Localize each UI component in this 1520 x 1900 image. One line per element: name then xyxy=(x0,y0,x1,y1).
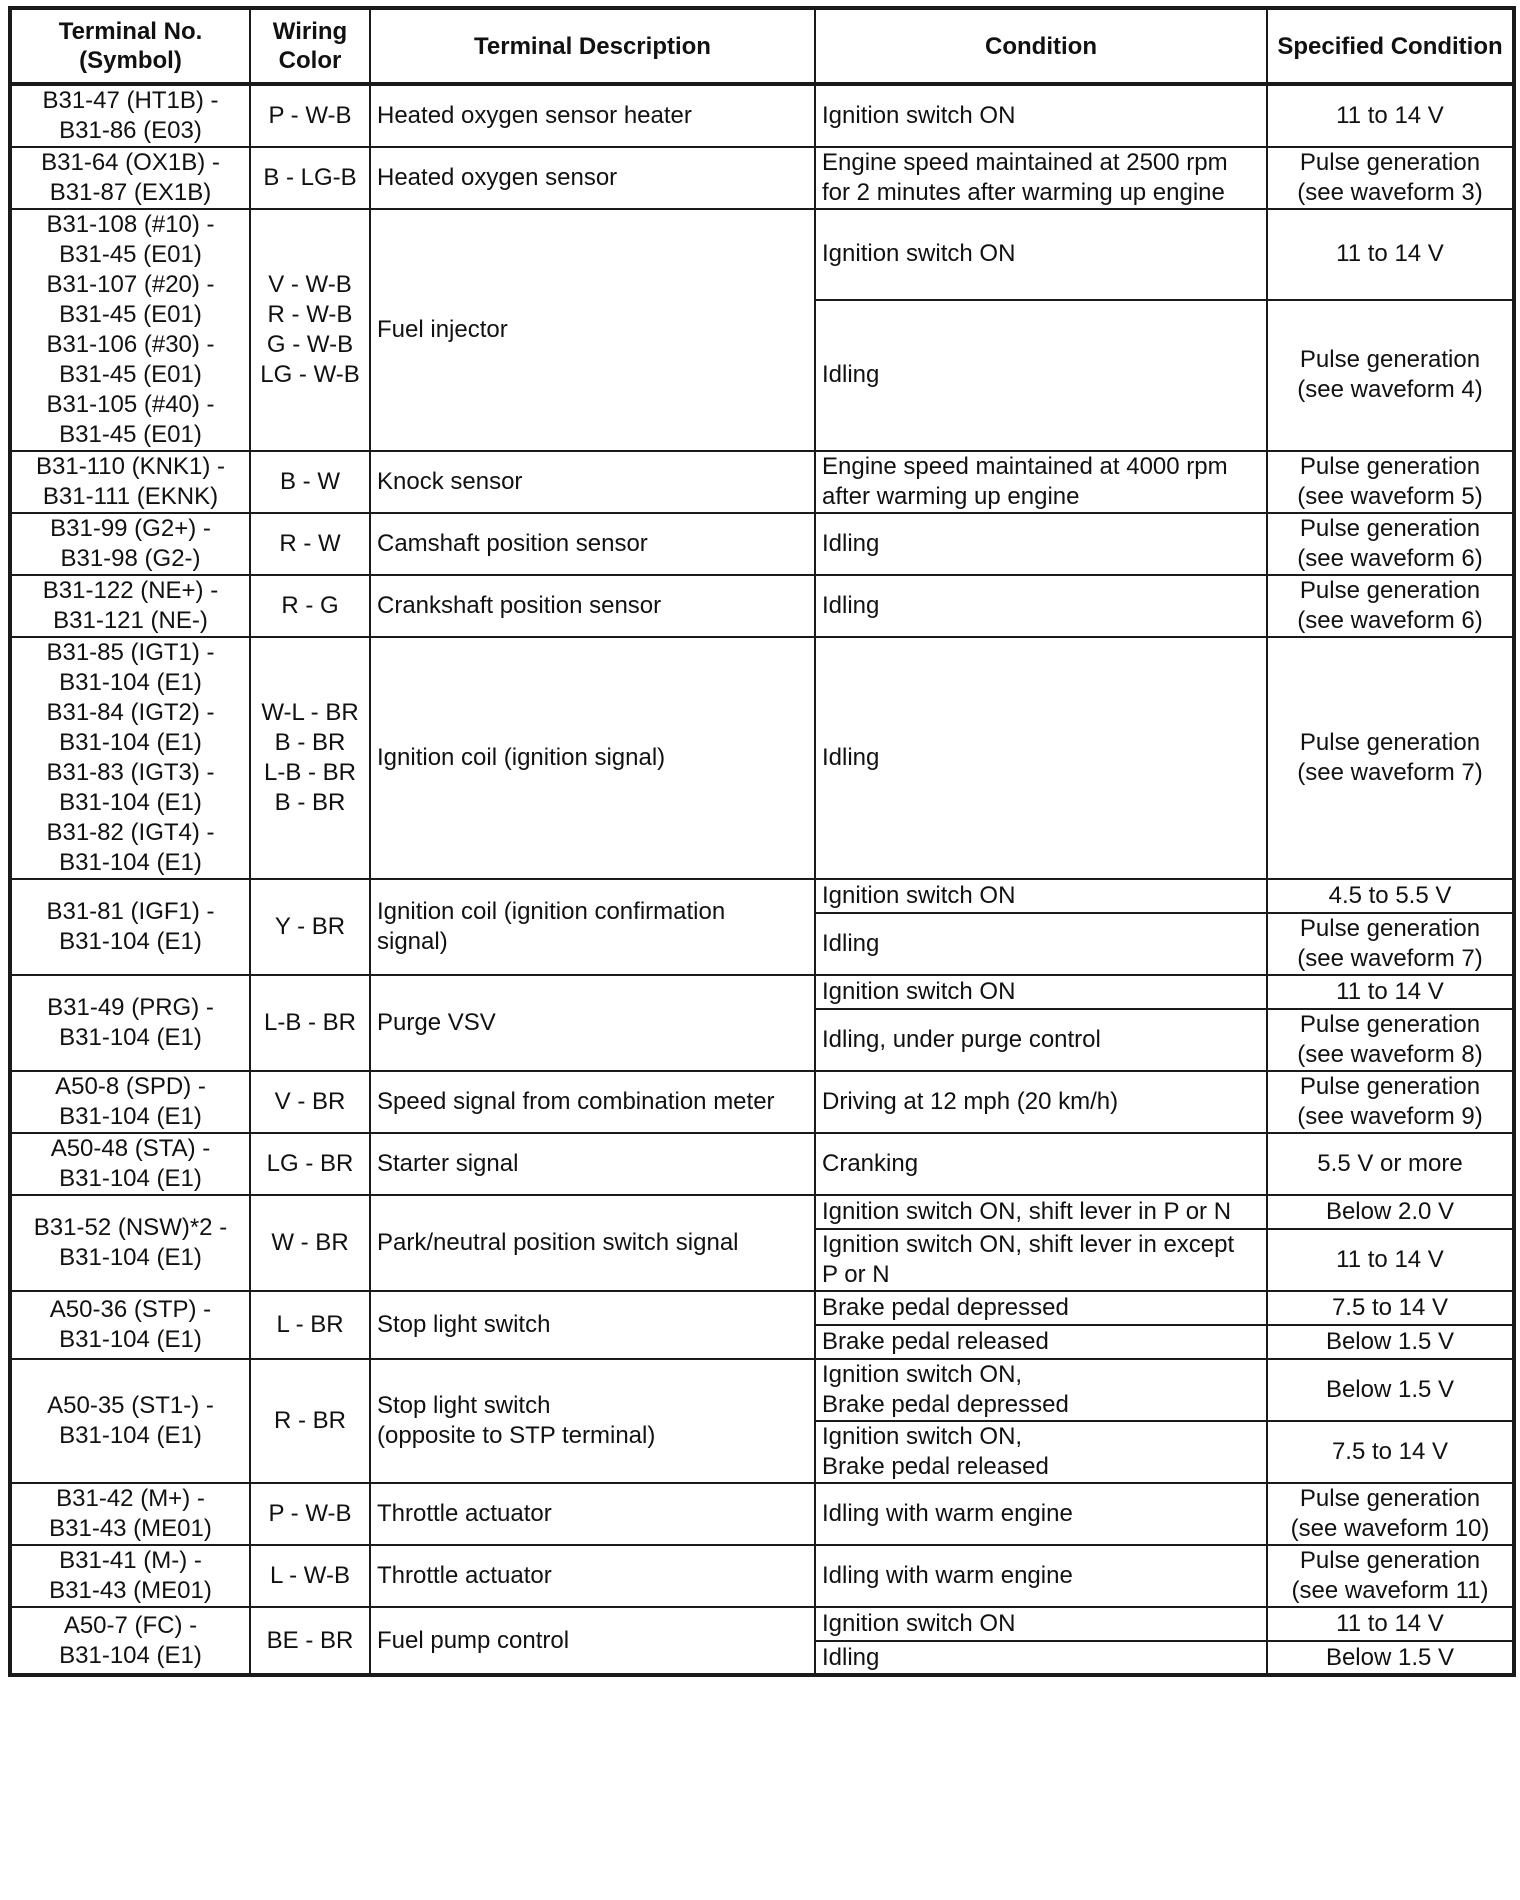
cell-line: B31-104 (E1) xyxy=(59,789,202,816)
cell-line: A50-7 (FC) - xyxy=(63,1611,198,1639)
cell-line: B31-98 (G2-) xyxy=(60,545,201,572)
cell-line: B31-110 (KNK1) - xyxy=(36,453,225,480)
cell-line: (see waveform 8) xyxy=(1297,1041,1483,1068)
table-header-row xyxy=(10,8,1514,84)
description-cell xyxy=(370,1291,815,1359)
cell-line: B31-104 (E1) xyxy=(59,1103,202,1130)
wiring-color-cell xyxy=(250,147,370,209)
cell-line: B31-104 (E1) xyxy=(59,849,202,876)
cell-line: Ignition switch ON xyxy=(822,102,1016,129)
table-row xyxy=(10,1291,1514,1325)
condition-cell xyxy=(815,84,1267,147)
cell-line: (see waveform 7) xyxy=(1297,759,1483,786)
header-wiring-color: Wiring Color xyxy=(250,8,370,84)
description-cell xyxy=(370,1195,815,1291)
cell-line: (see waveform 5) xyxy=(1297,483,1483,510)
description-cell xyxy=(370,209,815,451)
table-row xyxy=(10,637,1514,879)
condition-cell xyxy=(815,1229,1267,1291)
cell-line: A50-35 (ST1-) - xyxy=(47,1392,214,1419)
cell-line: B31-104 (E1) xyxy=(59,928,202,955)
cell-line: B31-43 (ME01) xyxy=(49,1515,212,1542)
table-row xyxy=(10,1133,1514,1195)
cell-line: B31-49 (PRG) - xyxy=(47,994,214,1021)
header-condition: Condition xyxy=(815,8,1267,84)
specified-condition-cell xyxy=(1267,1009,1514,1071)
table-row xyxy=(10,147,1514,209)
cell-line: (see waveform 4) xyxy=(1297,376,1483,404)
specified-condition-cell xyxy=(1267,513,1514,575)
wiring-color-cell xyxy=(250,1291,370,1359)
specified-condition-cell xyxy=(1267,1359,1514,1421)
table-row xyxy=(10,84,1514,147)
cell-line: B31-82 (IGT4) - xyxy=(46,819,215,846)
cell-line: Pulse generation xyxy=(1299,1485,1481,1512)
wiring-color-cell xyxy=(250,1133,370,1195)
cell-line: Knock sensor xyxy=(377,468,523,495)
cell-line: 11 to 14 V xyxy=(1336,240,1444,268)
cell-line: 5.5 V or more xyxy=(1317,1150,1463,1177)
cell-line: Heated oxygen sensor xyxy=(377,164,618,191)
terminal-cell xyxy=(10,1133,250,1195)
cell-line: 4.5 to 5.5 V xyxy=(1328,882,1452,909)
cell-line: R - BR xyxy=(274,1407,346,1434)
cell-line: B31-42 (M+) - xyxy=(56,1485,205,1512)
cell-line: (see waveform 6) xyxy=(1297,607,1483,634)
cell-line: signal) xyxy=(377,928,448,955)
cell-line: Speed signal from combination meter xyxy=(377,1088,775,1115)
terminal-cell xyxy=(10,879,250,975)
table-row xyxy=(10,1359,1514,1421)
cell-line: Y - BR xyxy=(274,913,346,940)
cell-line: Throttle actuator xyxy=(377,1500,552,1527)
terminal-cell xyxy=(10,975,250,1071)
condition-cell xyxy=(815,451,1267,513)
cell-line: Pulse generation xyxy=(1299,1011,1481,1038)
cell-line: B31-45 (E01) xyxy=(59,361,202,388)
cell-line: Below 1.5 V xyxy=(1325,1643,1455,1671)
condition-cell xyxy=(815,209,1267,300)
condition-cell xyxy=(815,975,1267,1009)
condition-cell xyxy=(815,1195,1267,1229)
cell-line: B31-104 (E1) xyxy=(59,1024,202,1051)
specified-condition-cell xyxy=(1267,1421,1514,1483)
cell-line: B31-83 (IGT3) - xyxy=(46,759,215,786)
description-cell xyxy=(370,451,815,513)
table-row xyxy=(10,1545,1514,1607)
condition-cell xyxy=(815,637,1267,879)
cell-line: W - BR xyxy=(271,1229,349,1256)
cell-line: (see waveform 11) xyxy=(1291,1577,1489,1604)
specified-condition-cell xyxy=(1267,300,1514,451)
cell-line: Engine speed maintained at 4000 rpm xyxy=(822,453,1228,480)
terminal-cell xyxy=(10,1545,250,1607)
specified-condition-cell xyxy=(1267,1641,1514,1675)
cell-line: Brake pedal depressed xyxy=(822,1391,1069,1418)
terminal-cell xyxy=(10,147,250,209)
condition-cell xyxy=(815,1483,1267,1545)
cell-line: V - BR xyxy=(274,1088,346,1115)
cell-line: Pulse generation xyxy=(1299,453,1481,480)
cell-line: B31-104 (E1) xyxy=(59,729,202,756)
cell-line: P - W-B xyxy=(268,102,352,129)
terminal-cell xyxy=(10,1607,250,1675)
cell-line: B - BR xyxy=(274,729,346,756)
cell-line: B31-106 (#30) - xyxy=(46,331,215,358)
cell-line: Idling xyxy=(822,361,880,389)
cell-line: Ignition switch ON xyxy=(822,978,1016,1005)
cell-line: LG - W-B xyxy=(260,361,360,388)
cell-line: B31-47 (HT1B) - xyxy=(42,87,219,114)
cell-line: B31-104 (E1) xyxy=(59,669,202,696)
cell-line: B - LG-B xyxy=(263,164,357,191)
specified-condition-cell xyxy=(1267,1071,1514,1133)
cell-line: B31-87 (EX1B) xyxy=(49,179,212,206)
cell-line: Throttle actuator xyxy=(377,1562,552,1589)
cell-line: 7.5 to 14 V xyxy=(1331,1294,1449,1321)
cell-line: R - W xyxy=(279,530,341,557)
wiring-color-cell xyxy=(250,84,370,147)
cell-line: Pulse generation xyxy=(1299,577,1481,604)
description-cell xyxy=(370,1071,815,1133)
cell-line: Stop light switch xyxy=(377,1311,551,1338)
cell-line: Heated oxygen sensor heater xyxy=(377,102,692,129)
specified-condition-cell xyxy=(1267,879,1514,913)
cell-line: 11 to 14 V xyxy=(1336,102,1444,129)
specified-condition-cell xyxy=(1267,1483,1514,1545)
terminal-cell xyxy=(10,575,250,637)
terminal-cell xyxy=(10,209,250,451)
cell-line: B31-85 (IGT1) - xyxy=(46,639,215,666)
table-row xyxy=(10,1607,1514,1641)
specified-condition-cell xyxy=(1267,575,1514,637)
table-body xyxy=(10,84,1514,1675)
wiring-color-cell xyxy=(250,575,370,637)
cell-line: B31-121 (NE-) xyxy=(53,607,208,634)
cell-line: B31-84 (IGT2) - xyxy=(46,699,215,726)
description-cell xyxy=(370,637,815,879)
cell-line: P - W-B xyxy=(268,1500,352,1527)
table-row xyxy=(10,451,1514,513)
cell-line: B31-45 (E01) xyxy=(59,301,202,328)
condition-cell xyxy=(815,1071,1267,1133)
cell-line: Fuel pump control xyxy=(377,1626,570,1654)
cell-line: 11 to 14 V xyxy=(1336,1610,1444,1637)
cell-line: B31-64 (OX1B) - xyxy=(41,149,220,176)
header-terminal: Terminal No. (Symbol) xyxy=(10,8,250,84)
condition-cell xyxy=(815,575,1267,637)
cell-line: B31-41 (M-) - xyxy=(59,1547,202,1574)
wiring-color-cell xyxy=(250,975,370,1071)
cell-line: B31-45 (E01) xyxy=(59,421,202,448)
cell-line: (see waveform 10) xyxy=(1290,1515,1490,1542)
condition-cell xyxy=(815,1325,1267,1359)
cell-line: B31-99 (G2+) - xyxy=(50,515,211,542)
cell-line: (see waveform 9) xyxy=(1297,1103,1483,1130)
specified-condition-cell xyxy=(1267,84,1514,147)
wiring-color-cell xyxy=(250,451,370,513)
cell-line: after warming up engine xyxy=(822,483,1080,510)
cell-line: Park/neutral position switch signal xyxy=(377,1229,739,1256)
cell-line: Ignition coil (ignition signal) xyxy=(377,744,666,771)
cell-line: Pulse generation xyxy=(1299,915,1481,942)
cell-line: Camshaft position sensor xyxy=(377,530,648,557)
cell-line: B31-111 (EKNK) xyxy=(42,483,219,510)
cell-line: Below 1.5 V xyxy=(1325,1328,1455,1355)
cell-line: B31-43 (ME01) xyxy=(49,1577,212,1604)
specified-condition-cell xyxy=(1267,1607,1514,1641)
cell-line: (see waveform 6) xyxy=(1297,545,1483,572)
cell-line: P or N xyxy=(822,1261,890,1288)
cell-line: A50-48 (STA) - xyxy=(50,1135,211,1162)
cell-line: Engine speed maintained at 2500 rpm xyxy=(822,149,1228,176)
cell-line: B - W xyxy=(280,468,340,495)
condition-cell xyxy=(815,913,1267,975)
cell-line: Idling xyxy=(822,1643,880,1671)
header-terminal-description: Terminal Description xyxy=(370,8,815,84)
wiring-color-cell xyxy=(250,1359,370,1483)
wiring-color-cell xyxy=(250,513,370,575)
cell-line: B31-105 (#40) - xyxy=(46,391,215,418)
cell-line: A50-36 (STP) - xyxy=(49,1296,212,1323)
specified-condition-cell xyxy=(1267,1291,1514,1325)
cell-line: Cranking xyxy=(822,1150,919,1177)
table-row xyxy=(10,975,1514,1009)
terminal-cell xyxy=(10,1195,250,1291)
cell-line: Ignition switch ON xyxy=(822,1610,1016,1637)
condition-cell xyxy=(815,513,1267,575)
terminal-spec-document xyxy=(8,6,1512,1894)
cell-line: Pulse generation xyxy=(1299,346,1481,374)
wiring-color-cell xyxy=(250,1483,370,1545)
cell-line: Brake pedal released xyxy=(822,1328,1049,1355)
specified-condition-cell xyxy=(1267,209,1514,300)
cell-line: Idling with warm engine xyxy=(822,1500,1073,1527)
condition-cell xyxy=(815,1421,1267,1483)
cell-line: 7.5 to 14 V xyxy=(1331,1438,1449,1465)
wiring-color-cell xyxy=(250,1607,370,1675)
description-cell xyxy=(370,1359,815,1483)
description-cell xyxy=(370,1607,815,1675)
header-specified-condition: Specified Condition xyxy=(1267,8,1514,84)
cell-line: B31-104 (E1) xyxy=(59,1165,202,1192)
condition-cell xyxy=(815,1545,1267,1607)
cell-line: L - W-B xyxy=(269,1562,350,1589)
specified-condition-cell xyxy=(1267,913,1514,975)
cell-line: Pulse generation xyxy=(1299,1547,1481,1574)
cell-line: L-B - BR xyxy=(263,759,356,786)
cell-line: L - BR xyxy=(276,1311,344,1338)
cell-line: L-B - BR xyxy=(263,1009,356,1036)
table-row xyxy=(10,879,1514,913)
cell-line: LG - BR xyxy=(266,1150,354,1177)
cell-line: A50-8 (SPD) - xyxy=(55,1073,206,1100)
cell-line: 11 to 14 V xyxy=(1336,978,1444,1005)
cell-line: B31-104 (E1) xyxy=(59,1641,202,1669)
cell-line: B31-86 (E03) xyxy=(59,117,202,144)
description-cell xyxy=(370,147,815,209)
cell-line: BE - BR xyxy=(266,1626,354,1654)
cell-line: B31-104 (E1) xyxy=(59,1326,202,1353)
terminal-cell xyxy=(10,1071,250,1133)
condition-cell xyxy=(815,1607,1267,1641)
cell-line: Fuel injector xyxy=(377,316,508,343)
cell-line: (see waveform 3) xyxy=(1297,179,1483,206)
wiring-color-cell xyxy=(250,879,370,975)
wiring-color-cell xyxy=(250,1195,370,1291)
cell-line: W-L - BR xyxy=(261,699,359,726)
specified-condition-cell xyxy=(1267,1229,1514,1291)
cell-line: B31-107 (#20) - xyxy=(46,271,215,298)
cell-line: Idling xyxy=(822,530,880,557)
cell-line: Idling with warm engine xyxy=(822,1562,1073,1589)
cell-line: Below 1.5 V xyxy=(1325,1376,1455,1403)
description-cell xyxy=(370,1483,815,1545)
specified-condition-cell xyxy=(1267,1195,1514,1229)
cell-line: Idling xyxy=(822,744,880,771)
cell-line: B31-52 (NSW)*2 - xyxy=(33,1214,228,1241)
description-cell xyxy=(370,513,815,575)
cell-line: G - W-B xyxy=(266,331,354,358)
specified-condition-cell xyxy=(1267,147,1514,209)
cell-line: Ignition switch ON, shift lever in except xyxy=(822,1231,1235,1258)
specified-condition-cell xyxy=(1267,975,1514,1009)
cell-line: (see waveform 7) xyxy=(1297,945,1483,972)
description-cell xyxy=(370,879,815,975)
cell-line: B31-122 (NE+) - xyxy=(42,577,219,604)
specified-condition-cell xyxy=(1267,1133,1514,1195)
cell-line: V - W-B xyxy=(268,271,352,298)
cell-line: for 2 minutes after warming up engine xyxy=(822,179,1225,206)
table-row xyxy=(10,1071,1514,1133)
condition-cell xyxy=(815,1133,1267,1195)
cell-line: Driving at 12 mph (20 km/h) xyxy=(822,1088,1119,1115)
condition-cell xyxy=(815,1009,1267,1071)
cell-line: Ignition switch ON, shift lever in P or N xyxy=(822,1198,1232,1225)
terminal-cell xyxy=(10,513,250,575)
cell-line: B31-108 (#10) - xyxy=(46,211,215,238)
table-row xyxy=(10,513,1514,575)
terminal-cell xyxy=(10,84,250,147)
cell-line: 11 to 14 V xyxy=(1336,1246,1444,1273)
cell-line: Brake pedal released xyxy=(822,1453,1049,1480)
description-cell xyxy=(370,975,815,1071)
cell-line: Pulse generation xyxy=(1299,1073,1481,1100)
cell-line: B - BR xyxy=(274,789,346,816)
description-cell xyxy=(370,84,815,147)
description-cell xyxy=(370,575,815,637)
cell-line: Ignition switch ON xyxy=(822,240,1016,268)
ecm-terminal-table xyxy=(8,6,1516,1677)
description-cell xyxy=(370,1133,815,1195)
cell-line: Idling, under purge control xyxy=(822,1026,1101,1053)
cell-line: Brake pedal depressed xyxy=(822,1294,1069,1321)
cell-line: Starter signal xyxy=(377,1150,519,1177)
cell-line: Purge VSV xyxy=(377,1009,496,1036)
table-row xyxy=(10,575,1514,637)
wiring-color-cell xyxy=(250,1545,370,1607)
cell-line: R - G xyxy=(281,592,339,619)
condition-cell xyxy=(815,1291,1267,1325)
cell-line: Below 2.0 V xyxy=(1325,1198,1455,1225)
wiring-color-cell xyxy=(250,637,370,879)
table-row xyxy=(10,1483,1514,1545)
cell-line: Ignition switch ON, xyxy=(822,1361,1023,1388)
terminal-cell xyxy=(10,1291,250,1359)
cell-line: B31-45 (E01) xyxy=(59,241,202,268)
cell-line: Ignition switch ON, xyxy=(822,1423,1023,1450)
table-row xyxy=(10,209,1514,300)
cell-line: B31-81 (IGF1) - xyxy=(46,898,215,925)
condition-cell xyxy=(815,1359,1267,1421)
cell-line: R - W-B xyxy=(267,301,353,328)
table-row xyxy=(10,1195,1514,1229)
wiring-color-cell xyxy=(250,1071,370,1133)
condition-cell xyxy=(815,300,1267,451)
cell-line: B31-104 (E1) xyxy=(59,1422,202,1449)
cell-line: Stop light switch xyxy=(377,1392,551,1419)
specified-condition-cell xyxy=(1267,637,1514,879)
cell-line: B31-104 (E1) xyxy=(59,1244,202,1271)
condition-cell xyxy=(815,1641,1267,1675)
cell-line: Crankshaft position sensor xyxy=(377,592,662,619)
specified-condition-cell xyxy=(1267,1325,1514,1359)
cell-line: Idling xyxy=(822,592,880,619)
cell-line: Ignition switch ON xyxy=(822,882,1016,909)
cell-line: Pulse generation xyxy=(1299,729,1481,756)
cell-line: (opposite to STP terminal) xyxy=(377,1422,656,1449)
cell-line: Pulse generation xyxy=(1299,149,1481,176)
terminal-cell xyxy=(10,1359,250,1483)
terminal-cell xyxy=(10,1483,250,1545)
specified-condition-cell xyxy=(1267,1545,1514,1607)
terminal-cell xyxy=(10,451,250,513)
condition-cell xyxy=(815,879,1267,913)
wiring-color-cell xyxy=(250,209,370,451)
specified-condition-cell xyxy=(1267,451,1514,513)
cell-line: Pulse generation xyxy=(1299,515,1481,542)
description-cell xyxy=(370,1545,815,1607)
cell-line: Idling xyxy=(822,930,880,957)
condition-cell xyxy=(815,147,1267,209)
cell-line: Ignition coil (ignition confirmation xyxy=(377,898,726,925)
terminal-cell xyxy=(10,637,250,879)
